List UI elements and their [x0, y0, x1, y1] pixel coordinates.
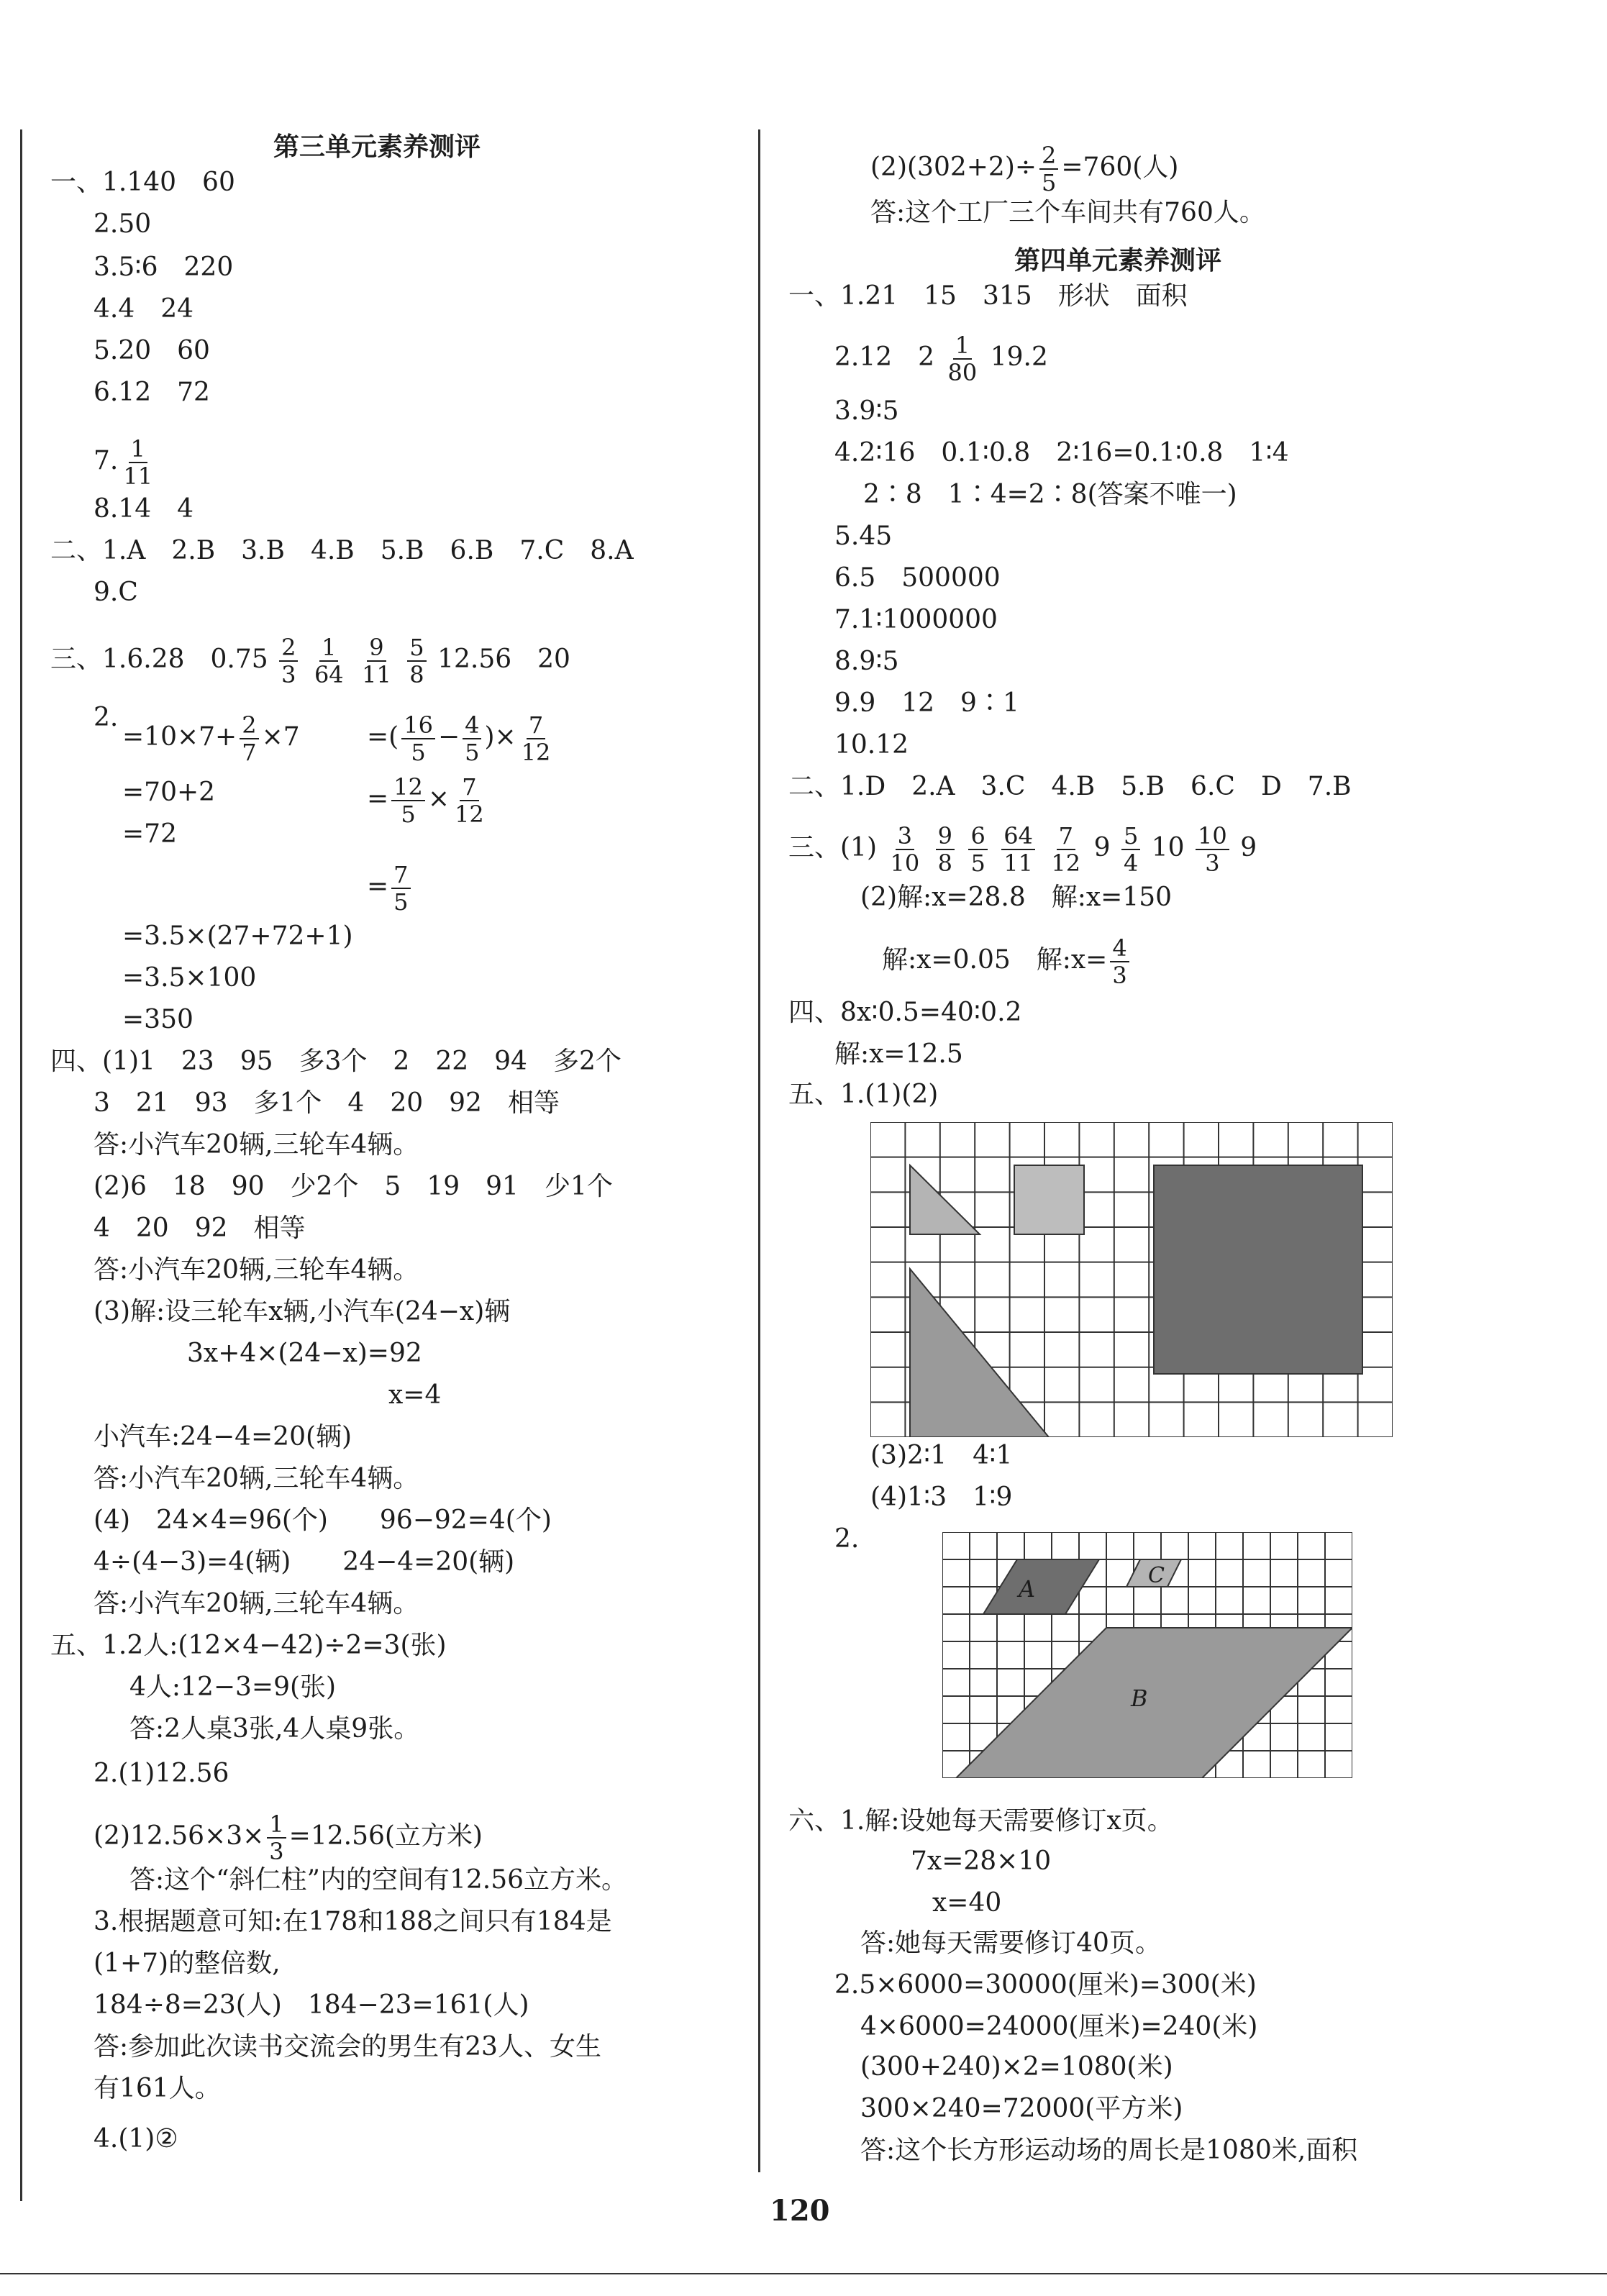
answer-line: (3)解:设三轮车x辆,小汽车(24−x)辆 — [94, 1297, 511, 1326]
answer-line: (3)2∶1 4∶1 — [870, 1441, 1013, 1470]
fraction: $\frac{7}{12}$ — [1051, 822, 1081, 877]
answer-line: =72 — [122, 819, 177, 849]
answer-line: = $\frac{7}{5}$ — [367, 862, 414, 915]
parallelogram-a — [983, 1559, 1099, 1614]
answer-line: 3 21 93 多1个 4 20 92 相等 — [94, 1088, 560, 1118]
answer-line: 2.12 2 $\frac{1}{80}$ 19.2 — [834, 332, 1048, 386]
grid-figure-1 — [870, 1122, 1393, 1437]
answer-line: 二、1.D 2.A 3.C 4.B 5.B 6.C D 7.B — [788, 772, 1352, 801]
answer-line: 10.12 — [834, 730, 909, 760]
fraction: $\frac{2}{7}$ — [240, 712, 258, 765]
answer-line: 五、1.(1)(2) — [788, 1080, 939, 1109]
fraction: $\frac{1}{64}$ — [314, 634, 344, 688]
fraction: $\frac{6}{5}$ — [968, 823, 987, 876]
fraction: $\frac{64}{11}$ — [1001, 823, 1035, 876]
answer-line: =10×7+ $\frac{2}{7}$ ×7 — [122, 711, 300, 766]
fraction: $\frac{2}{3}$ — [279, 634, 298, 688]
answer-line: 答:2人桌3张,4人桌9张。 — [129, 1714, 420, 1744]
answer-line: = $\frac{12}{5}$ × $\frac{7}{12}$ — [367, 774, 489, 827]
answer-line: 5.45 — [834, 521, 893, 551]
answer-line: (4)1∶3 1∶9 — [870, 1482, 1013, 1512]
page-number: 120 — [770, 2194, 830, 2228]
answer-line: x=4 — [388, 1380, 442, 1410]
unit3-heading: 第三单元素养测评 — [273, 132, 481, 162]
answer-line: 3.根据题意可知:在178和188之间只有184是 — [94, 1907, 612, 1936]
answer-line: 答:参加此次读书交流会的男生有23人、女生 — [94, 2032, 601, 2062]
answer-line: =70+2 — [122, 778, 216, 807]
answer-line: 4 20 92 相等 — [94, 1213, 306, 1243]
answer-line: 答:小汽车20辆,三轮车4辆。 — [94, 1589, 419, 1618]
answer-line: 6.12 72 — [94, 378, 210, 407]
grid-figure-2 — [942, 1532, 1352, 1778]
fraction: $\frac{1}{80}$ — [947, 332, 978, 386]
answer-line: 2.50 — [94, 209, 152, 239]
answer-line: (300+240)×2=1080(米) — [860, 2052, 1173, 2082]
small-square — [1014, 1165, 1084, 1234]
answer-line: 4.(1)② — [94, 2124, 178, 2154]
unit4-heading: 第四单元素养测评 — [1014, 245, 1222, 275]
answer-line: 3.5∶6 220 — [94, 252, 234, 282]
fraction: $\frac{4}{3}$ — [1110, 935, 1129, 988]
answer-line: 一、1.140 60 — [50, 168, 235, 197]
answer-line: 答:小汽车20辆,三轮车4辆。 — [94, 1464, 419, 1493]
answer-line: 3x+4×(24−x)=92 — [187, 1339, 422, 1368]
answer-line: 4人:12−3=9(张) — [129, 1672, 337, 1702]
answer-line: 答:小汽车20辆,三轮车4辆。 — [94, 1255, 419, 1285]
answer-line: 4×6000=24000(厘米)=240(米) — [860, 2012, 1258, 2041]
answer-line: 300×240=72000(平方米) — [860, 2094, 1183, 2123]
fraction: $\frac{5}{8}$ — [407, 634, 426, 688]
large-square — [1154, 1165, 1362, 1374]
small-triangle — [910, 1165, 980, 1234]
answer-line: 答:这个工厂三个车间共有760人。 — [870, 198, 1265, 227]
answer-line: 4.2∶16 0.1∶0.8 2∶16=0.1∶0.8 1∶4 — [834, 438, 1289, 468]
fraction: $\frac{5}{4}$ — [1121, 823, 1140, 876]
answer-line: 2.(1)12.56 — [94, 1759, 229, 1788]
answer-line: 二、1.A 2.B 3.B 4.B 5.B 6.B 7.C 8.A — [50, 536, 634, 565]
answer-line: 解:x=0.05 解:x= $\frac{4}{3}$ — [882, 935, 1132, 988]
answer-line: 四、8x∶0.5=40∶0.2 — [788, 998, 1022, 1027]
answer-line: =350 — [122, 1005, 194, 1034]
answer-line: =3.5×100 — [122, 963, 257, 993]
answer-line: (2)(302+2)÷ $\frac{2}{5}$ =760(人) — [870, 142, 1179, 196]
fraction: $\frac{10}{3}$ — [1196, 823, 1229, 876]
fraction: $\frac{7}{5}$ — [391, 862, 410, 915]
fraction: $\frac{3}{10}$ — [890, 822, 920, 877]
fraction: $\frac{4}{5}$ — [463, 712, 481, 765]
fraction: $\frac{2}{5}$ — [1039, 142, 1058, 196]
answer-line: 5.20 60 — [94, 336, 210, 365]
answer-line: 五、1.2人:(12×4−42)÷2=3(张) — [50, 1631, 447, 1660]
answer-line: 答:这个“斜仁柱”内的空间有12.56立方米。 — [129, 1865, 627, 1895]
answer-line: 7x=28×10 — [911, 1846, 1052, 1876]
answer-line: 2. — [834, 1524, 860, 1554]
answer-line: 2∶8 1∶4=2∶8(答案不唯一) — [863, 480, 1237, 509]
fraction: $\frac{7}{12}$ — [521, 711, 551, 766]
answer-line: 7.1∶1000000 — [834, 605, 998, 634]
fraction: $\frac{9}{8}$ — [936, 823, 955, 876]
answer-line: 答:她每天需要修订40页。 — [860, 1928, 1161, 1958]
fraction: $\frac{1}{3}$ — [267, 1811, 286, 1864]
label-b: B — [1131, 1685, 1148, 1712]
answer-line: 4÷(4−3)=4(辆) 24−4=20(辆) — [94, 1547, 515, 1577]
answer-line: 8.9∶5 — [834, 647, 899, 676]
answer-label: 7. — [94, 446, 119, 475]
answer-line: 有161人。 — [94, 2074, 221, 2103]
answer-line: (2)6 18 90 少2个 5 19 91 少1个 — [94, 1172, 613, 1201]
answer-line: 9.C — [94, 578, 138, 607]
answer-line: (1+7)的整倍数, — [94, 1949, 281, 1978]
answer-line: 6.5 500000 — [834, 563, 1001, 593]
answer-line: 小汽车:24−4=20(辆) — [94, 1422, 352, 1452]
answer-line: 六、1.解:设她每天需要修订x页。 — [788, 1806, 1173, 1836]
answer-line: (2)12.56×3× $\frac{1}{3}$ =12.56(立方米) — [94, 1810, 483, 1865]
answer-line: 3.9∶5 — [834, 396, 899, 426]
column-divider — [758, 129, 760, 2172]
fraction: $\frac{1}{11}$ — [123, 435, 153, 490]
answer-line: 2.5×6000=30000(厘米)=300(米) — [834, 1970, 1257, 2000]
answer-line: =3.5×(27+72+1) — [122, 921, 353, 951]
fraction: $\frac{9}{11}$ — [362, 634, 391, 688]
fraction: $\frac{16}{5}$ — [401, 712, 435, 765]
label-a: A — [1019, 1575, 1036, 1603]
answer-line: 8.14 4 — [94, 494, 194, 524]
answer-line: 解:x=12.5 — [834, 1039, 963, 1069]
answer-line: 三、(1) $\frac{3}{10}$ $\frac{9}{8}$ $\frac{6}{5}$ $\frac{64}{11}$ $\frac{7}{12}$ 9 $\frac{5}{4}$ 10 $\frac{10}{3}$ 9 — [788, 822, 1257, 877]
fraction: $\frac{7}{12}$ — [455, 773, 484, 828]
answer-line: 2. — [94, 703, 119, 732]
answer-line: (2)解:x=28.8 解:x=150 — [860, 883, 1173, 912]
answer-line: 答:这个长方形运动场的周长是1080米,面积 — [860, 2136, 1358, 2165]
answer-line: 答:小汽车20辆,三轮车4辆。 — [94, 1130, 419, 1160]
answer-line: 一、1.21 15 315 形状 面积 — [788, 281, 1188, 311]
answer-line: x=40 — [932, 1888, 1002, 1918]
parallelogram-b — [956, 1628, 1352, 1778]
answer-line: 四、(1)1 23 95 多3个 2 22 94 多2个 — [50, 1047, 622, 1076]
answer-line: 184÷8=23(人) 184−23=161(人) — [94, 1990, 529, 2020]
answer-line: 4.4 24 — [94, 294, 194, 324]
answer-line: 9.9 12 9∶1 — [834, 688, 1019, 718]
large-triangle — [910, 1269, 1049, 1437]
answer-line: (4) 24×4=96(个) 96−92=4(个) — [94, 1505, 552, 1535]
answer-line: =( $\frac{16}{5}$ − $\frac{4}{5}$ )× $\frac{7}{12}$ — [367, 712, 555, 765]
label-c: C — [1148, 1563, 1165, 1588]
answer-line: 三、1.6.28 0.75 $\frac{2}{3}$ $\frac{1}{64}$ $\frac{9}{11}$ $\frac{5}{8}$ 12.56 20 — [50, 634, 570, 688]
fraction: $\frac{12}{5}$ — [391, 774, 425, 827]
